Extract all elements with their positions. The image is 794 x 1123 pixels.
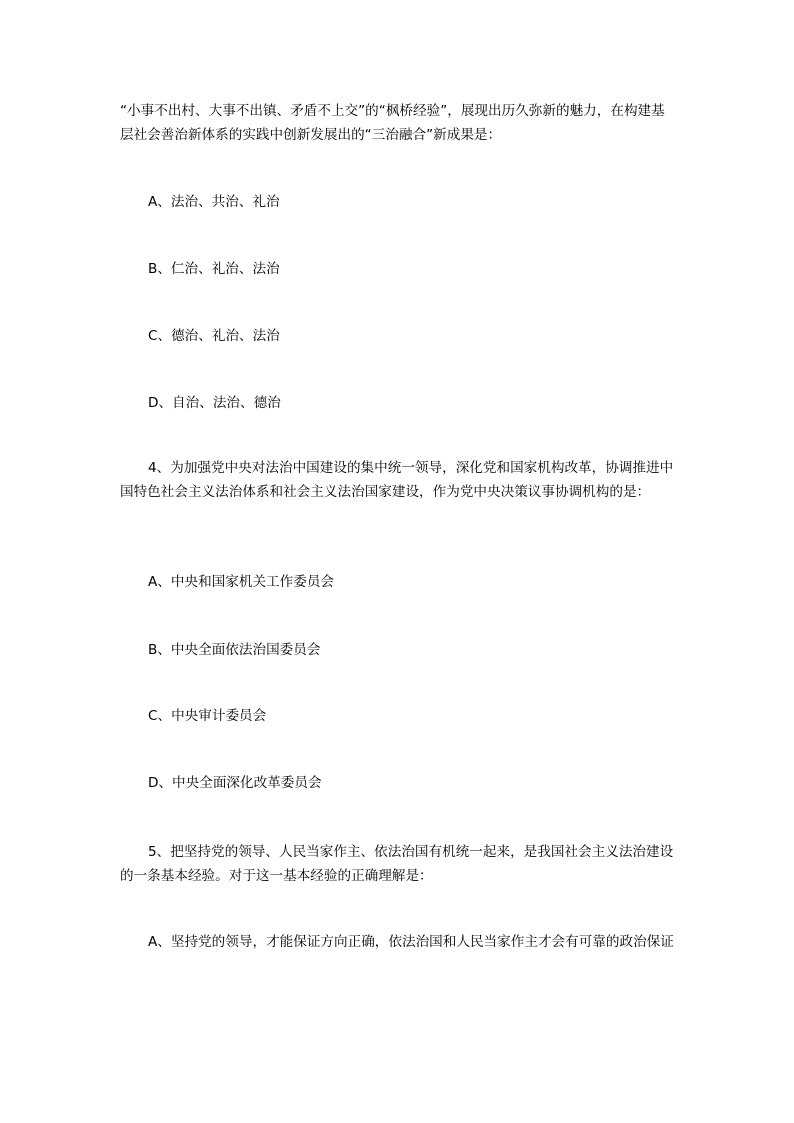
question-3-option-d: D、自治、法治、德治 bbox=[148, 395, 281, 411]
question-4-stem: 4、为加强党中央对法治中国建设的集中统一领导，深化党和国家机构改革，协调推进中国特色社会主义法治体系和社会主义法治国家建设，作为党中央决策议事协调机构的是： bbox=[120, 460, 674, 500]
question-4-option-d: D、中央全面深化改革委员会 bbox=[148, 775, 322, 791]
question-3-option-b: B、仁治、礼治、法治 bbox=[148, 261, 280, 277]
question-4-option-a: A、中央和国家机关工作委员会 bbox=[148, 574, 335, 590]
question-3-stem: “小事不出村、大事不出镇、矛盾不上交”的“枫桥经验”，展现出历久弥新的魅力，在构建基层社会善治新体系的实践中创新发展出的“三治融合”新成果是： bbox=[120, 103, 665, 143]
question-3-option-a: A、法治、共治、礼治 bbox=[148, 194, 280, 210]
question-4-option-c: C、中央审计委员会 bbox=[148, 708, 267, 724]
question-5-option-a: A、坚持党的领导，才能保证方向正确，依法治国和人民当家作主才会有可靠的政治保证 bbox=[148, 934, 674, 950]
question-4-option-b: B、中央全面依法治国委员会 bbox=[148, 642, 321, 658]
question-3-option-c: C、德治、礼治、法治 bbox=[148, 328, 280, 344]
question-5-stem: 5、把坚持党的领导、人民当家作主、依法治国有机统一起来，是我国社会主义法治建设的一条基本经验。对于这一基本经验的正确理解是： bbox=[120, 844, 674, 884]
